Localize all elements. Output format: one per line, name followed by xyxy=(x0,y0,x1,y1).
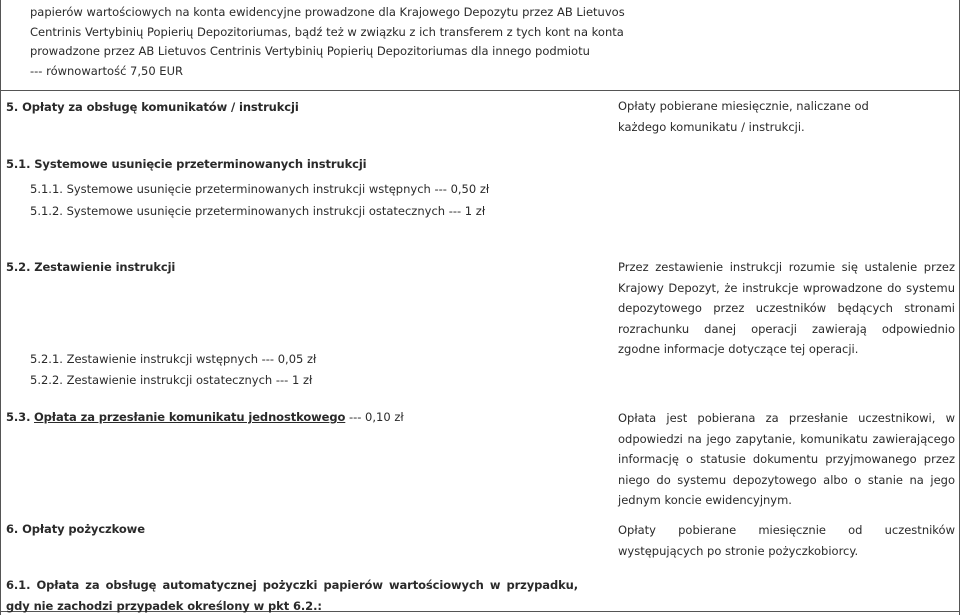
intro-line: prowadzone przez AB Lietuvos Centrinis Vertybinių Popierių Depozitoriumas dla innego podmiotu xyxy=(30,44,590,58)
row-divider xyxy=(0,90,960,91)
section-5-note: Opłaty pobierane miesięcznie, naliczane od każdego komunikatu / instrukcji. xyxy=(618,99,869,134)
section-5-2-1-item: 5.2.1. Zestawienie instrukcji wstępnych --- 0,05 zł xyxy=(30,352,317,366)
section-5-1-1-item: 5.1.1. Systemowe usunięcie przeterminowanych instrukcji wstępnych --- 0,50 zł xyxy=(30,182,490,196)
intro-line: --- równowartość 7,50 EUR xyxy=(30,64,183,78)
section-5-3-heading xyxy=(6,408,404,426)
section-6-heading: 6. Opłaty pożyczkowe xyxy=(6,522,145,536)
section-5-2-2-item: 5.2.2. Zestawienie instrukcji ostatecznych --- 1 zł xyxy=(30,373,313,387)
section-5-2-note: Przez zestawienie instrukcji rozumie się ustalenie przez Krajowy Depozyt, że instrukcje wprowadzone do systemu depozytowego przez uczestników będących stronami rozrachunku danej operacji zawierają odpowiednio zgodne informacje dotyczące tej operacji. xyxy=(618,260,955,356)
section-6-1-line: przypadek określony w pkt 6.2.: xyxy=(116,598,322,613)
section-6-1-heading xyxy=(6,575,578,616)
section-5-3-fee: --- 0,10 zł xyxy=(348,410,404,424)
section-5-3-title: Opłata za przesłanie komunikatu jednostkowego xyxy=(34,410,346,424)
section-5-heading: 5. Opłaty za obsługę komunikatów / instrukcji xyxy=(6,100,299,114)
intro-line: Centrinis Vertybinių Popierių Depozitoriumas, bądź też w związku z ich transferem z tych kont na konta xyxy=(30,25,624,39)
section-5-2-heading: 5.2. Zestawienie instrukcji xyxy=(6,260,176,274)
section-5-3-note: Opłata jest pobierana za przesłanie uczestnikowi, w odpowiedzi na jego zapytanie, komunikatu zawierającego informację o statusie dokumentu przyjmowanego przez niego do systemu depozytowego albo o stanie na jego jednym koncie ewidencyjnym. xyxy=(618,411,955,507)
section-5-3-number: 5.3. xyxy=(6,410,31,424)
section-5-1-heading: 5.1. Systemowe usunięcie przeterminowanych instrukcji xyxy=(6,157,367,171)
table-left-border xyxy=(0,0,1,615)
section-5-1-2-item: 5.1.2. Systemowe usunięcie przeterminowanych instrukcji ostatecznych --- 1 zł xyxy=(30,204,486,218)
intro-line: papierów wartościowych na konta ewidencyjne prowadzone dla Krajowego Depozytu przez AB Lietuvos xyxy=(30,5,625,19)
section-6-note: Opłaty pobierane miesięcznie od uczestników występujących po stronie pożyczkobiorcy. xyxy=(618,523,955,558)
section-6-1-line: 6.1. Opłata za obsługę automatycznej pożyczki papierów wartościowych w przypadku, gdy nie zachodzi xyxy=(6,578,578,613)
